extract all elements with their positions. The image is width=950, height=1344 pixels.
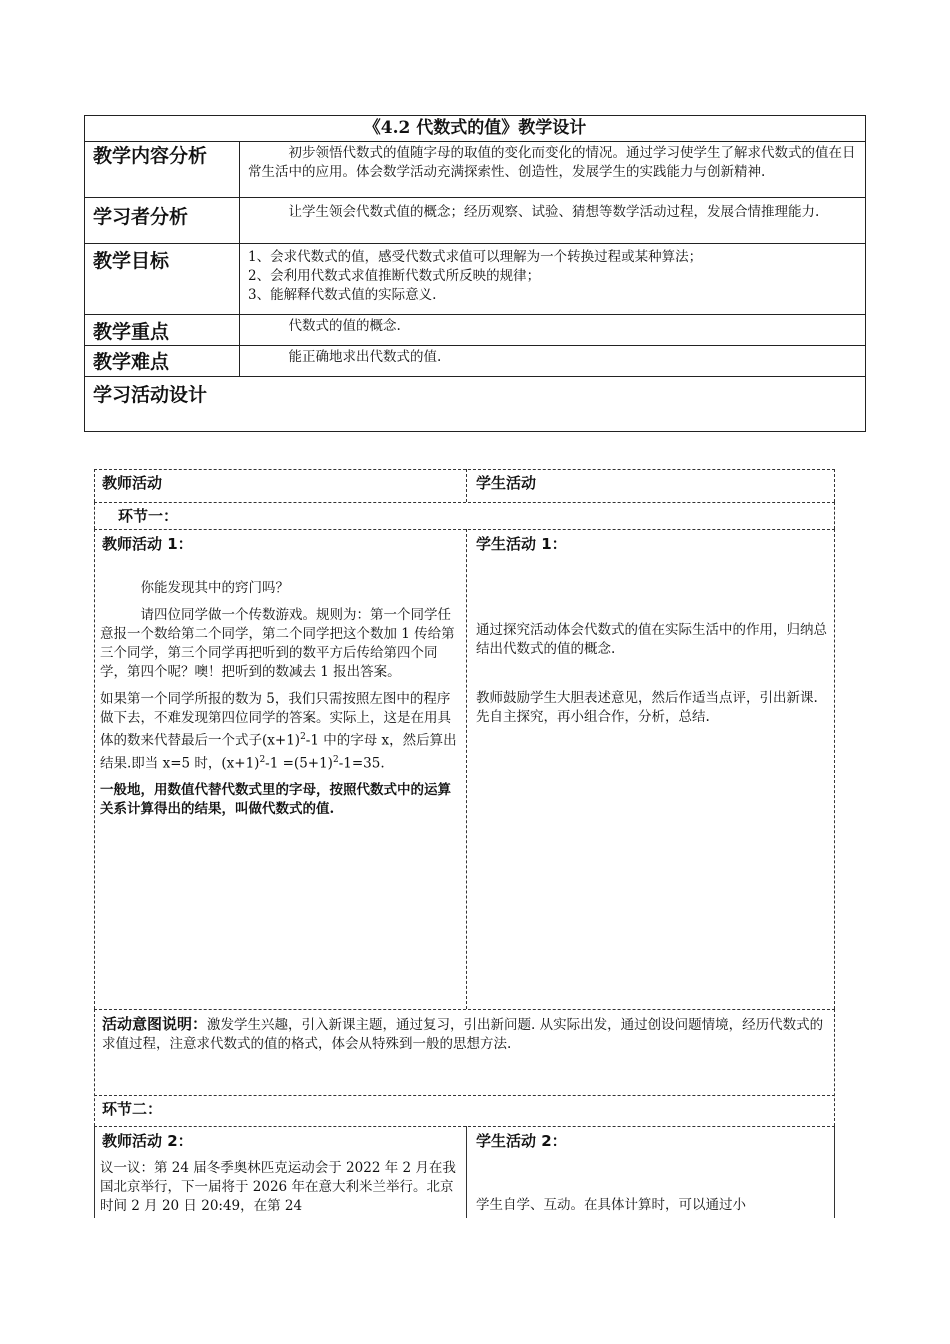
teacher-activity-header: 教师活动 [102, 474, 163, 492]
row-text: 让学生领会代数式值的概念；经历观察、试验、猜想等数学活动过程，发展合情推理能力. [288, 204, 820, 220]
row-text: 代数式的值的概念. [288, 318, 401, 334]
row-learner-analysis [85, 198, 865, 244]
paragraph: 你能发现其中的窍门吗？ [140, 580, 289, 596]
paragraph: 教师鼓励学生大胆表述意见，然后作适当点评，引出新课. 先自主探究，再小组合作，分析，总结. [476, 690, 818, 725]
row-label: 教学内容分析 [85, 142, 240, 197]
student-activity-2-body: 学生自学、互动。在具体计算时，可以通过小 [476, 1197, 746, 1213]
page-title: 《4.2 代数式的值》教学设计 [85, 116, 865, 142]
objective-item: 1、会求代数式的值，感受代数式求值可以理解为一个转换过程或某种算法； [248, 249, 703, 265]
row-objectives [85, 244, 865, 315]
paragraph: 请四位同学做一个传数游戏。规则为：第一个同学任意报一个数给第二个同学，第二个同学把这个数加 1 传给第三个同学，第三个同学再把听到的数平方后传给第四个同学，第四个呢？噢！把听到的数减去 1 报出答案。 [100, 607, 455, 680]
teacher-activity-2-body: 议一议：第 24 届冬季奥林匹克运动会于 2022 年 2 月在我国北京举行，下一届将于 2026 年在意大利米兰举行。北京时间 2 月 20 日 20:49，在第 24 [100, 1160, 456, 1214]
row-text: 初步领悟代数式的值随字母的取值的变化而变化的情况。通过学习使学生了解求代数式的值在日常生活中的应用。体会数学活动充满探索性、创造性，发展学生的实践能力与创新精神. [248, 145, 856, 180]
row-content-analysis [85, 142, 865, 198]
row-label: 教学重点 [85, 315, 240, 345]
row-difficulty [85, 346, 865, 377]
lesson-plan-table [84, 115, 866, 432]
teacher-activity-1-body [100, 579, 460, 819]
text-span: -1 中的字母 x，然后算出结果.即当 x=5 时，(x+1) [100, 732, 457, 771]
superscript: 2 [300, 732, 306, 742]
intent-text: 激发学生兴趣，引入新课主题，通过复习，引出新问题. 从实际出发，通过创设问题情境，经历代数式的求值过程，注意求代数式的值的格式，体会从特殊到一般的思想方法. [102, 1017, 824, 1052]
row-activity-design: 学习活动设计 [85, 377, 865, 432]
superscript: 2 [259, 754, 266, 765]
row-label: 教学目标 [85, 244, 240, 314]
student-activity-2-title: 学生活动 2： [476, 1132, 567, 1150]
teacher-activity-2-title: 教师活动 2： [102, 1132, 193, 1150]
objective-item: 2、会利用代数式求值推断代数式所反映的规律； [248, 268, 541, 284]
paragraph [100, 690, 460, 773]
student-activity-1-title: 学生活动 1： [476, 535, 567, 553]
row-key-point [85, 315, 865, 346]
row-text: 能正确地求出代数式的值. [288, 349, 442, 365]
stage-one-label: 环节一： [118, 507, 179, 525]
activity-intent [102, 1015, 830, 1054]
student-activity-header: 学生活动 [476, 474, 537, 492]
student-activity-1-body [476, 621, 828, 727]
intent-label: 活动意图说明： [102, 1015, 208, 1033]
text-span: -1 =(5+1) [265, 755, 333, 771]
row-label: 教学难点 [85, 346, 240, 376]
superscript: 2 [332, 754, 339, 765]
objectives-list [240, 244, 865, 314]
objective-item: 3、能解释代数式值的实际意义. [248, 287, 437, 303]
text-span: -1=35. [338, 755, 385, 771]
definition: 一般地，用数值代替代数式里的字母，按照代数式中的运算关系计算得出的结果，叫做代数式的值. [100, 782, 451, 817]
paragraph: 通过探究活动体会代数式的值在实际生活中的作用，归纳总结出代数式的值的概念. [476, 622, 827, 657]
text-span: 如果第一个同学所报的数为 5，我们只需按照左图中的程序做下去，不难发现第四位同学的答案。实际上，这是在用具体的数来代替最后一个式子(x+1) [100, 691, 451, 749]
stage-two-label: 环节二： [102, 1100, 163, 1118]
teacher-activity-1-title: 教师活动 1： [102, 535, 193, 553]
activity-table [94, 469, 835, 1218]
row-label: 学习者分析 [85, 198, 240, 243]
